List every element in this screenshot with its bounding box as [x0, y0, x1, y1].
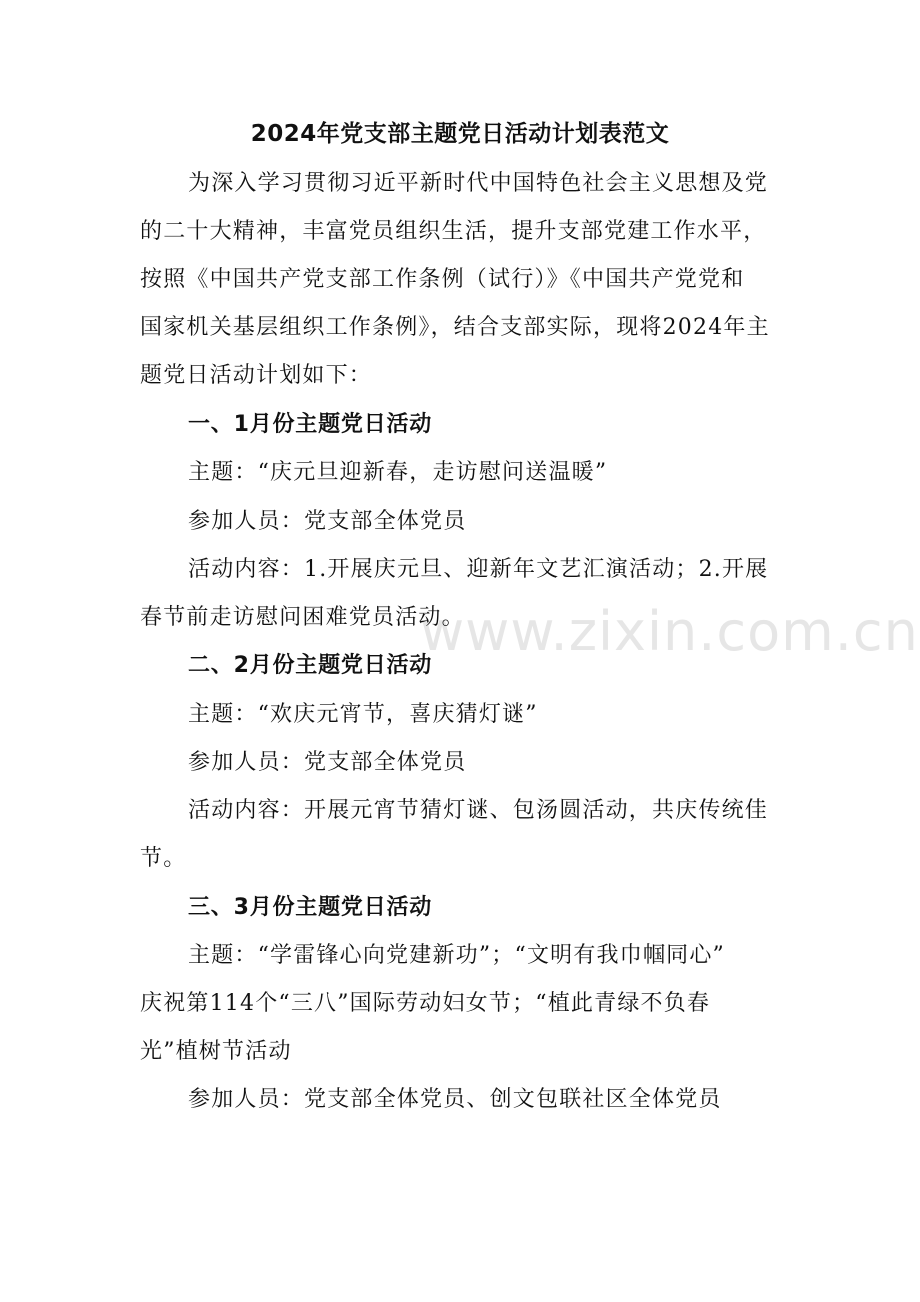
section-heading-february: 二、2月份主题党日活动	[188, 653, 433, 678]
intro-line-5: 题党日活动计划如下：	[140, 363, 373, 388]
march-theme-line-2: 庆祝第114个“三八”国际劳动妇女节；“植此青绿不负春	[140, 991, 711, 1016]
march-participants: 参加人员：党支部全体党员、创文包联社区全体党员	[188, 1087, 722, 1112]
intro-line-2: 的二十大精神，丰富党员组织生活，提升支部党建工作水平，	[140, 219, 767, 244]
february-theme: 主题：“欢庆元宵节，喜庆猜灯谜”	[188, 702, 538, 727]
january-theme: 主题：“庆元旦迎新春，走访慰问送温暖”	[188, 460, 608, 485]
march-theme-line-1: 主题：“学雷锋心向党建新功”；“文明有我巾帼同心”	[188, 943, 725, 968]
february-participants: 参加人员：党支部全体党员	[188, 750, 467, 775]
january-content-line-1: 活动内容：1.开展庆元旦、迎新年文艺汇演活动；2.开展	[188, 557, 769, 582]
february-content-line-2: 节。	[140, 846, 187, 871]
watermark-text: www.zixin.com.cn	[420, 600, 919, 663]
intro-line-3: 按照《中国共产党支部工作条例（试行）》《中国共产党党和	[140, 267, 745, 292]
january-content-line-2: 春节前走访慰问困难党员活动。	[140, 605, 465, 630]
february-content-line-1: 活动内容：开展元宵节猜灯谜、包汤圆活动，共庆传统佳	[188, 798, 769, 823]
march-theme-line-3: 光”植树节活动	[140, 1039, 292, 1064]
intro-line-1: 为深入学习贯彻习近平新时代中国特色社会主义思想及党	[188, 171, 769, 196]
january-participants: 参加人员：党支部全体党员	[188, 509, 467, 534]
intro-line-4: 国家机关基层组织工作条例》，结合支部实际，现将2024年主	[140, 315, 770, 340]
section-heading-march: 三、3月份主题党日活动	[188, 895, 433, 920]
section-heading-january: 一、1月份主题党日活动	[188, 412, 433, 437]
document-title: 2024年党支部主题党日活动计划表范文	[250, 121, 670, 147]
